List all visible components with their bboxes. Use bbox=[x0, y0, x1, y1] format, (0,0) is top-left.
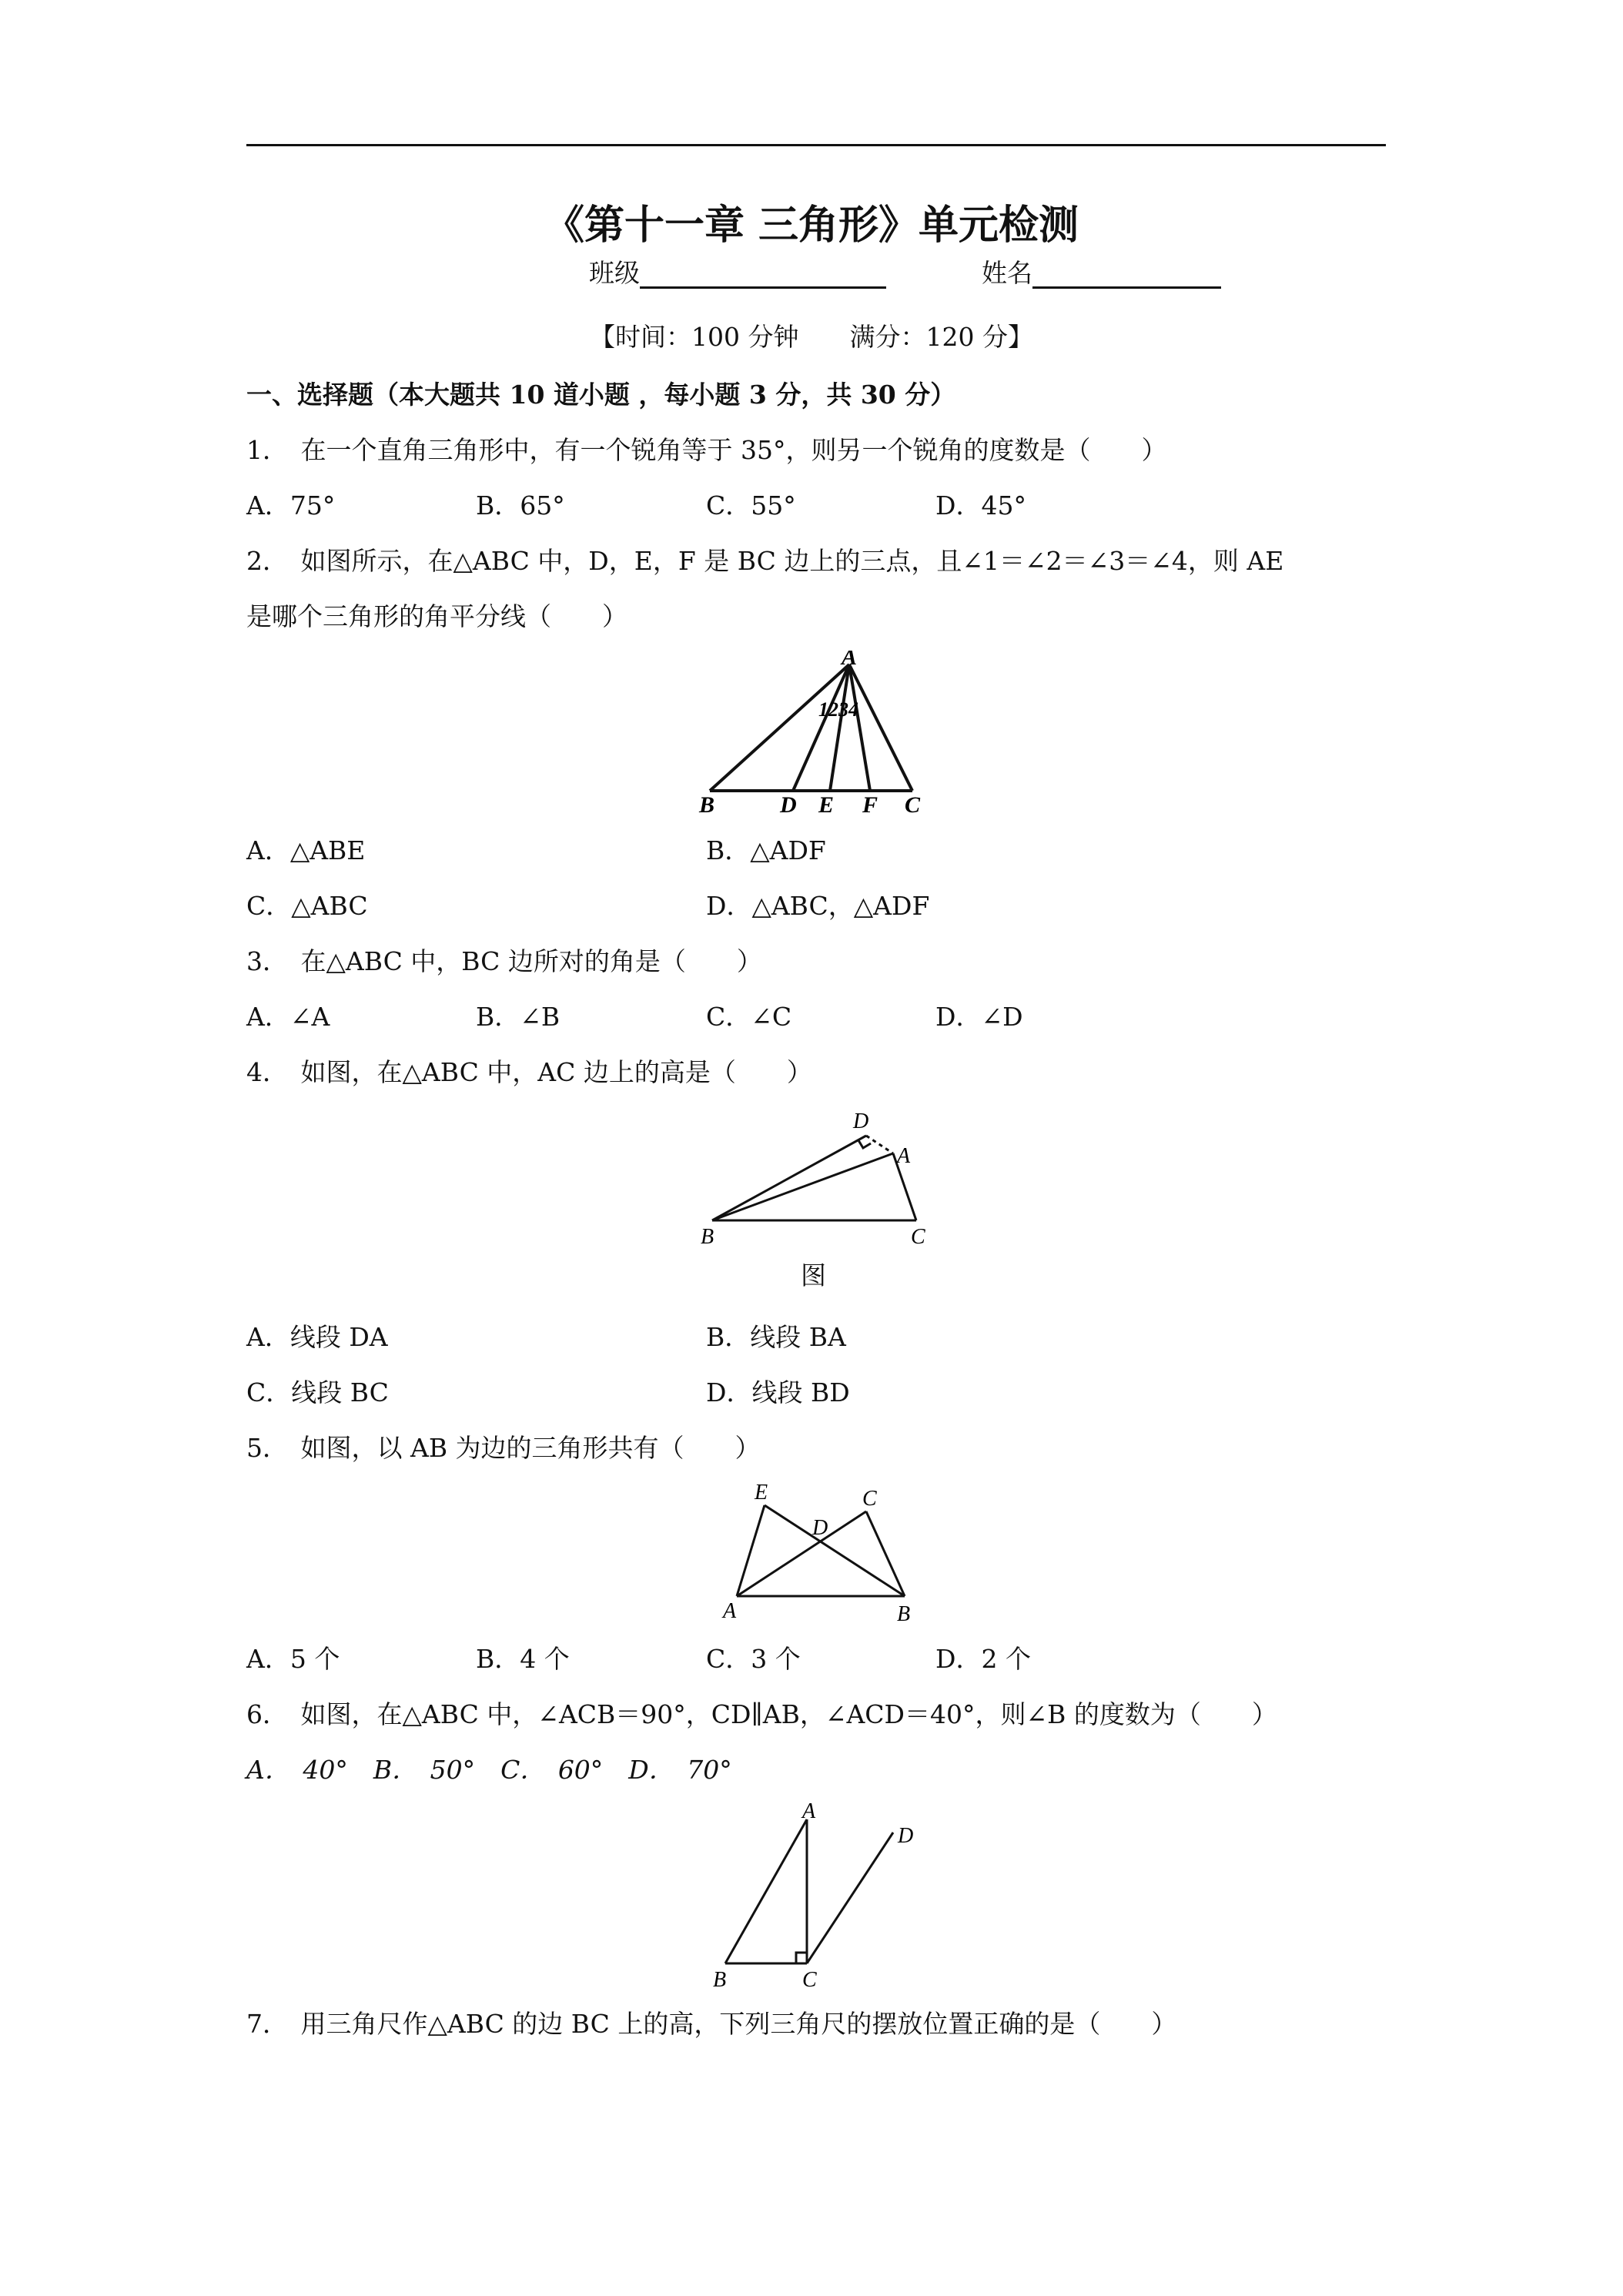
q3-option-d[interactable]: D．∠D bbox=[935, 1002, 1023, 1032]
q3-option-a[interactable]: A．∠A bbox=[246, 1002, 330, 1032]
q2-stem-line2: 是哪个三角形的角平分线（ ） bbox=[246, 601, 627, 631]
q5-label-e: E bbox=[755, 1481, 768, 1504]
page-title: 《第十一章 三角形》单元检测 bbox=[544, 202, 1079, 249]
q6-right-angle-mark bbox=[796, 1953, 807, 1963]
q1-option-a[interactable]: A．75° bbox=[246, 490, 336, 520]
q2-option-b[interactable]: B．△ADF bbox=[706, 835, 826, 865]
class-blank[interactable] bbox=[640, 259, 886, 289]
q6-segment-cd bbox=[807, 1832, 893, 1963]
q5-label-d: D bbox=[812, 1516, 828, 1540]
q2-label-f: F bbox=[862, 792, 878, 816]
q1-option-d[interactable]: D．45° bbox=[935, 490, 1026, 520]
q6-label-d: D bbox=[898, 1824, 914, 1848]
q3-stem: 3． 在△ABC 中，BC 边所对的角是（ ） bbox=[246, 946, 762, 976]
q6-label-b: B bbox=[713, 1968, 727, 1992]
q2-label-e: E bbox=[818, 792, 835, 816]
q2-label-a: A bbox=[842, 651, 858, 670]
q5-figure bbox=[712, 1474, 920, 1628]
q2-option-c[interactable]: C．△ABC bbox=[246, 891, 368, 921]
q4-figure-caption: 图 bbox=[801, 1260, 826, 1290]
q2-option-a[interactable]: A．△ABE bbox=[246, 835, 366, 865]
q6-figure bbox=[708, 1798, 939, 1994]
q4-side-ba bbox=[712, 1153, 893, 1220]
header-rule bbox=[246, 144, 1386, 146]
q2-label-c: C bbox=[905, 792, 921, 816]
time-info: 【时间：100 分钟 满分：120 分】 bbox=[590, 322, 1033, 352]
q5-option-a[interactable]: A．5 个 bbox=[246, 1644, 340, 1674]
q6-label-a: A bbox=[802, 1799, 816, 1823]
class-label: 班级 bbox=[589, 258, 640, 288]
q3-option-c[interactable]: C．∠C bbox=[706, 1002, 792, 1032]
q5-option-c[interactable]: C．3 个 bbox=[706, 1644, 801, 1674]
q4-stem: 4． 如图，在△ABC 中，AC 边上的高是（ ） bbox=[246, 1057, 812, 1087]
q2-side-ab bbox=[710, 664, 849, 791]
q6-label-c: C bbox=[802, 1968, 817, 1992]
q6-side-ab bbox=[725, 1819, 807, 1963]
q2-label-d: D bbox=[780, 792, 797, 816]
q5-option-b[interactable]: B．4 个 bbox=[476, 1644, 570, 1674]
name-field bbox=[982, 258, 1221, 289]
q4-segment-bd bbox=[712, 1136, 866, 1220]
q5-stem: 5． 如图，以 AB 为边的三角形共有（ ） bbox=[246, 1433, 761, 1463]
q6-stem: 6． 如图，在△ABC 中，∠ACB＝90°，CD∥AB，∠ACD＝40°，则∠B 的度数为（ ） bbox=[246, 1699, 1277, 1729]
q4-figure bbox=[693, 1101, 947, 1247]
q5-label-a: A bbox=[723, 1599, 737, 1623]
q2-stem-line1: 2． 如图所示，在△ABC 中，D，E，F 是 BC 边上的三点，且∠1＝∠2＝∠3＝∠4，则 AE bbox=[246, 546, 1284, 576]
q1-option-c[interactable]: C．55° bbox=[706, 490, 796, 520]
q1-stem: 1． 在一个直角三角形中，有一个锐角等于 35°，则另一个锐角的度数是（ ） bbox=[246, 435, 1167, 465]
name-blank[interactable] bbox=[1032, 259, 1221, 289]
q2-figure bbox=[693, 651, 939, 816]
q2-label-b: B bbox=[699, 792, 715, 816]
q2-option-d[interactable]: D．△ABC，△ADF bbox=[706, 891, 930, 921]
q4-option-c[interactable]: C．线段 BC bbox=[246, 1377, 389, 1407]
q4-label-c: C bbox=[911, 1225, 925, 1247]
section-heading: 一、选择题（本大题共 10 道小题 ，每小题 3 分，共 30 分） bbox=[246, 380, 956, 410]
q5-side-ae bbox=[737, 1505, 765, 1596]
q4-option-d[interactable]: D．线段 BD bbox=[706, 1377, 850, 1407]
q4-label-a: A bbox=[897, 1144, 911, 1168]
q5-label-b: B bbox=[897, 1602, 911, 1626]
q5-option-d[interactable]: D．2 个 bbox=[935, 1644, 1031, 1674]
q5-segment-ac bbox=[737, 1511, 866, 1596]
q4-option-a[interactable]: A．线段 DA bbox=[246, 1322, 388, 1352]
name-label: 姓名 bbox=[982, 258, 1032, 288]
q4-label-b: B bbox=[701, 1225, 714, 1247]
q1-option-b[interactable]: B．65° bbox=[476, 490, 565, 520]
q5-label-c: C bbox=[862, 1487, 877, 1511]
q4-right-angle-mark bbox=[858, 1140, 871, 1148]
class-field bbox=[589, 258, 886, 289]
q2-label-angles: 1234 bbox=[818, 698, 858, 721]
q6-options[interactable]: A． 40° B． 50° C． 60° D． 70° bbox=[246, 1755, 732, 1785]
q4-option-b[interactable]: B．线段 BA bbox=[706, 1322, 846, 1352]
q7-stem: 7． 用三角尺作△ABC 的边 BC 上的高，下列三角尺的摆放位置正确的是（ ） bbox=[246, 2009, 1177, 2039]
q3-option-b[interactable]: B．∠B bbox=[476, 1002, 561, 1032]
q4-label-d: D bbox=[853, 1110, 869, 1133]
